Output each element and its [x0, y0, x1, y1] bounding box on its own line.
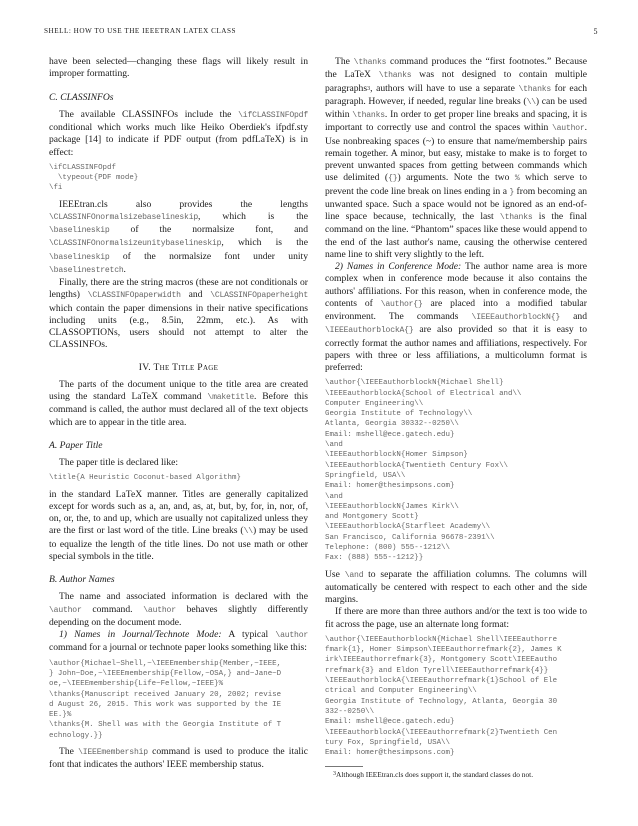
- inline-code: \author: [551, 124, 585, 134]
- inline-code: %: [514, 174, 520, 184]
- inline-code: \ifCLASSINFOpdf: [238, 110, 308, 120]
- inline-code: \author{}: [380, 299, 423, 309]
- footnote-rule: [325, 766, 363, 767]
- subsection-heading-classinfos: C. CLASSINFOs: [49, 91, 114, 103]
- paragraph: Finally, there are the string macros (these are not conditionals or lengths) \CLASSINFOpaperwidth and \CLASSINFOpaperheight which contain the paper dimensions in their native specifications including units (e.g., 8.5in, 22mm, etc.). As with CLASSOPTIONs, users should not attempt to alter the CLASSINFOs.: [49, 277, 308, 351]
- inline-code: \CLASSINFOpaperheight: [210, 291, 308, 301]
- inline-code: \author: [275, 631, 309, 641]
- left-column: [49, 56, 308, 772]
- paragraph-label: 2) Names in Conference Mode:: [335, 261, 462, 272]
- running-head: [44, 27, 598, 39]
- inline-code: \CLASSINFOpaperwidth: [87, 291, 181, 301]
- footnote: $^3$Although IEEEtran.cls does support it, the standard classes do not.: [333, 770, 534, 780]
- inline-code: \thanks: [518, 84, 552, 94]
- inline-code: \and: [344, 570, 364, 580]
- paragraph: 1) Names in Journal/Technote Mode: A typical \author command for a journal or technote paper looks something like this:: [49, 629, 309, 654]
- paragraph-label: 1) Names in Journal/Technote Mode:: [59, 629, 222, 641]
- inline-code: \IEEEauthorblockA{}: [325, 326, 414, 336]
- paragraph: The \IEEEmembership command is used to produce the italic font that indicates the authors' IEEE membership status.: [49, 746, 308, 771]
- paragraph: The available CLASSINFOs include the \ifCLASSINFOpdf conditional which works much like Heiko Oberdiek's ifpdf.sty package [14] to indicate if PDF output (from pdfLaTeX) is in effect:: [49, 108, 308, 158]
- code-block: \ifCLASSINFOpdf \typeout{PDF mode} \fi: [49, 163, 139, 193]
- page-number: 5: [593, 27, 598, 36]
- paragraph: The paper title is declared like:: [59, 457, 179, 469]
- paragraph: in the standard LaTeX manner. Titles are generally capitalized except for words such as a, an, and, as, at, but, by, for, in, nor, of, on, or, the, to and up, which are usually not capitalized unless they are the first or last word of the title. Line breaks (\\) may be used to equalize the length of the title lines. Do not use math or other special symbols in the title.: [49, 488, 308, 562]
- inline-code: \author: [143, 605, 176, 615]
- inline-code: \author: [49, 605, 82, 615]
- code-block: \author{\IEEEauthorblockN{Michael Shell} \IEEEauthorblockA{School of Electrical and\\ Computer Engineering\\ Georgia Institute of Technology\\ Atlanta, Georgia 30332--0250\\ Email: mshell@ece.gatech.edu} \and \IEEEauthorblockN{Homer Simpson} \IEEEauthorblockA{Twentieth Century Fox\\ Springfield, USA\\ Email: homer@thesimpsons.com} \and \IEEEauthorblockN{James Kirk\\ and Montgomery Scott} \IEEEauthorblockA{Starfleet Academy\\ San Francisco, California 96678-2391\\ Telephone: (800) 555--1212\\ Fax: (888) 555--1212}}: [325, 379, 522, 563]
- inline-code: \CLASSINFOnormalsizebaselineskip: [49, 212, 199, 222]
- inline-code: \CLASSINFOnormalsizeunitybaselineskip: [49, 239, 222, 249]
- paragraph: The name and associated information is declared with the \author command. \author behaves slightly differently depending on the document mode.: [49, 591, 308, 628]
- inline-code: \\: [243, 527, 253, 537]
- paragraph: have been selected—changing these flags will likely result in improper formatting.: [49, 56, 308, 80]
- paragraph: IEEEtran.cls also provides the lengths \CLASSINFOnormalsizebaselineskip, which is the \baselineskip of the normalsize font, and \CLASSINFOnormalsizeunitybaselineskip, which is the \baselineskip of the normalsize font under unity \baselinestretch.: [49, 198, 308, 275]
- inline-code: \\: [526, 97, 536, 107]
- footnote-marker: 3: [333, 771, 336, 778]
- inline-code: \baselineskip: [49, 226, 110, 236]
- paragraph: Use \and to separate the affiliation columns. The columns will automatically be centered with respect to each other and the side margins.: [325, 568, 587, 606]
- inline-code: \thanks: [352, 111, 385, 120]
- inline-code: \thanks: [353, 58, 387, 67]
- inline-code: \baselineskip: [49, 252, 110, 262]
- inline-code: }: [509, 187, 515, 197]
- inline-code: \IEEEmembership: [78, 748, 148, 758]
- inline-code: {}: [388, 174, 398, 184]
- paragraph: 2) Names in Conference Mode: The author name area is more complex when in conference mode because it also contains the authors' affiliations. For this reason, when in conference mode, the contents of \author{} are placed into a modified tabular environment. The commands \IEEEauthorblockN{} and \IEEEauthorblockA{} are also provided so that it is easy to correctly format the author names and affiliations, respectively. For papers with three or less affiliations, a multicolumn format is preferred:: [325, 261, 588, 373]
- inline-code: \baselinestretch: [49, 265, 124, 275]
- footnote-marker: 3: [367, 85, 371, 92]
- section-heading-title-page: IV. The Title Page: [138, 361, 219, 373]
- paragraph: The parts of the document unique to the title area are created using the standard LaTeX command \maketitle. Before this command is called, the author must declared all of the text objects which are to appear in the title area.: [49, 378, 308, 428]
- inline-code: \IEEEauthorblockN{}: [471, 313, 561, 322]
- paragraph: The \thanks command produces the “first footnotes.” Because the LaTeX \thanks was not designed to contain multiple paragraphs$^3$, authors will have to use a separate \thanks for each paragraph. However, if needed, regular line breaks (\\) can be used within \thanks. In order to get proper line breaks and spacing, it is important to correctly use and control the spaces within \author. Use nonbreaking spaces (~) to ensure that name/membership pairs remain together. A minor, but easy, mistake to make is to forget to prevent unwanted spaces from getting between commands which use delimited ({}) arguments. Note the two % which serve to prevent the code line break on lines ending in a } from becoming an unwanted space. Such a space would not be ignored as an end-of-line space because, technically, the last \thanks is the final command on the line. “Phantom” spaces like these would append to the end of the last author's name, causing the otherwise centered name line to shift very slightly to the left.: [325, 56, 588, 260]
- right-column: [325, 56, 587, 779]
- paragraph: If there are more than three authors and/or the text is too wide to fit across the page, use an alternate long format:: [325, 606, 587, 630]
- inline-code: \thanks: [499, 213, 533, 222]
- code-block: \author{Michael~Shell,~\IEEEmembership{Member,~IEEE, } John~Doe,~\IEEEmembership{Fellow,~OSA,} and~Jane~D oe,~\IEEEmembership{Life~Fellow,~IEEE}% \thanks{Manuscript received January 20, 2002; revise d August 26, 2015. This work was supported by the IE EE.}% \thanks{M. Shell was with the Georgia Institute of T echnology.}}: [49, 659, 282, 740]
- inline-code: \maketitle: [207, 393, 254, 403]
- subsection-heading-author-names: B. Author Names: [49, 574, 115, 586]
- code-block: \title{A Heuristic Coconut-based Algorithm}: [49, 474, 241, 483]
- subsection-heading-paper-title: A. Paper Title: [49, 439, 103, 451]
- code-block: \author{\IEEEauthorblockN{Michael Shell\IEEEauthorre fmark{1}, Homer Simpson\IEEEauthorrefmark{2}, James K irk\IEEEauthorrefmark{3}, Montgomery Scott\IEEEautho rrefmark{3} and Eldon Tyrell\IEEEauthorrefmark{4}} \IEEEauthorblockA{\IEEEauthorrefmark{1}School of Ele ctrical and Computer Engineering\\ Georgia Institute of Technology, Atlanta, Georgia 30 332--0250\\ Email: mshell@ece.gatech.edu} \IEEEauthorblockA{\IEEEauthorrefmark{2}Twentieth Cen tury Fox, Springfield, USA\\ Email: homer@thesimpsons.com}: [325, 635, 562, 758]
- inline-code: \thanks: [378, 71, 412, 81]
- running-title: SHELL: HOW TO USE THE IEEETRAN LATEX CLASS: [44, 27, 236, 35]
